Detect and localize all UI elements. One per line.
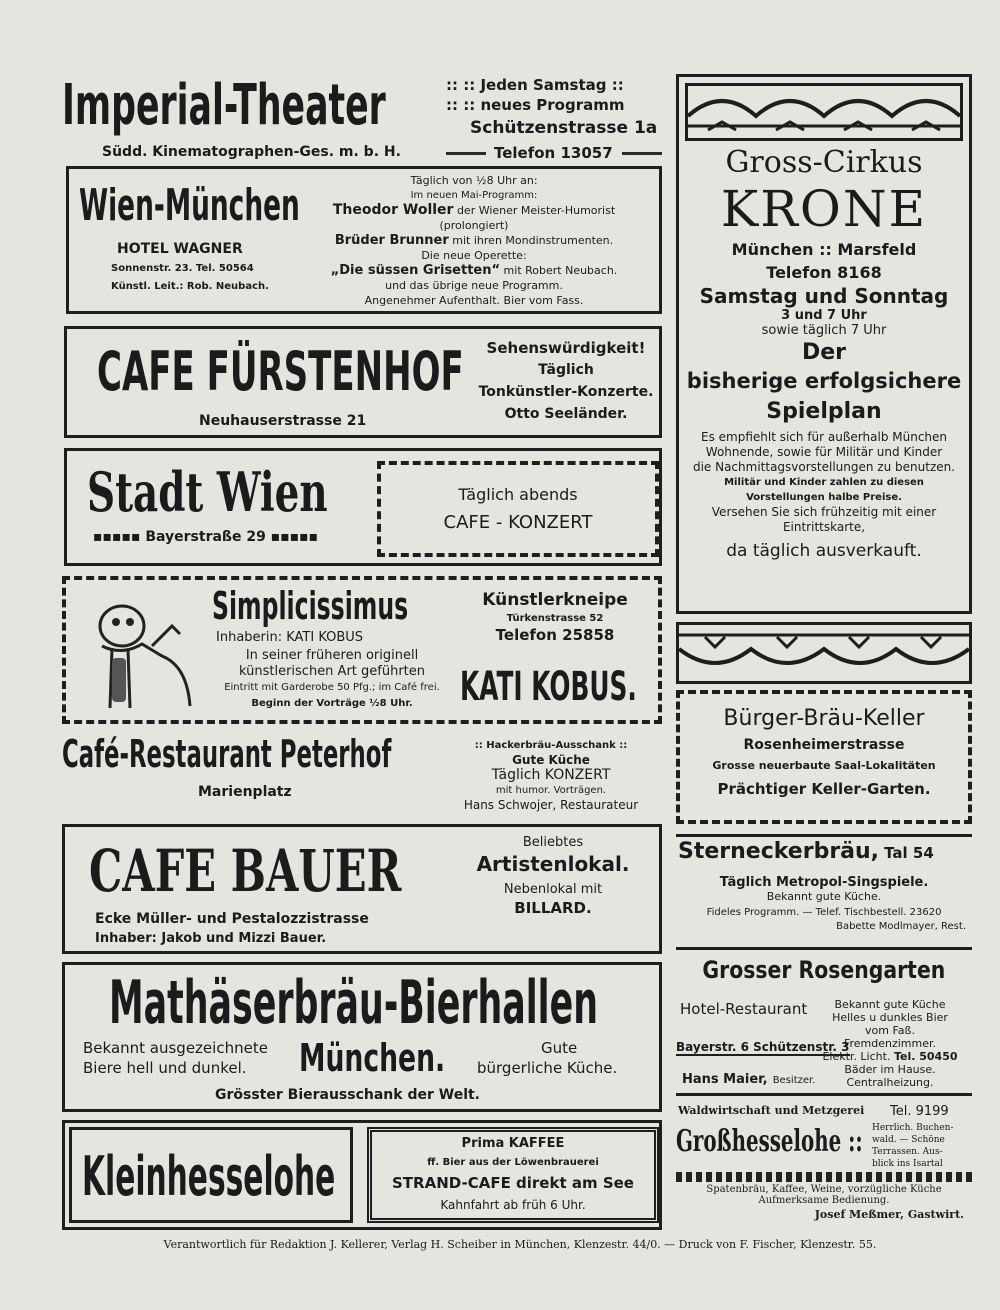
grosshesselohe-l2: Aufmerksame Bedienung.: [758, 1195, 890, 1206]
buerger-r2: Grosse neuerbaute Saal-Lokalitäten: [712, 759, 936, 772]
cafe-bauer-ad: [62, 824, 662, 954]
simpl-l4: Beginn der Vorträge ½8 Uhr.: [251, 698, 413, 709]
grosshesselohe-title: Großhesselohe ::: [676, 1124, 863, 1159]
bauer-r1: Beliebtes: [522, 835, 584, 850]
kleinhesselohe-l3: STRAND-CAFE direkt am See: [392, 1174, 634, 1192]
krone-p6: Versehen Sie sich frühzeitig mit einer: [711, 505, 937, 519]
bauer-r3: Nebenlokal mit: [503, 882, 603, 897]
stadt-wien-r2: CAFE - KONZERT: [443, 512, 593, 533]
cafe-bauer-address: Ecke Müller- und Pestalozzistrasse: [95, 911, 369, 927]
krone-p8: da täglich ausverkauft.: [726, 541, 922, 561]
sternecker-l4: Babette Modlmayer, Rest.: [836, 921, 966, 932]
simpl-owner: Inhaberin: KATI KOBUS: [216, 630, 364, 645]
fuerstenhof-address: Neuhauserstrasse 21: [199, 413, 367, 429]
footer-imprint: Verantwortlich für Redaktion J. Kellerer, Verlag H. Scheiber in München, Klenzestr. 44/0. — Druck von F. Fischer, Klenzestr. 55.: [163, 1238, 877, 1251]
krone-p1: Es empfiehlt sich für außerhalb München: [700, 430, 948, 444]
program-line: und das übrige neue Programm.: [385, 279, 563, 292]
simpl-l3: Eintritt mit Garderobe 50 Pfg.; im Café frei.: [224, 682, 440, 693]
cafe-bauer-title: CAFE BAUER: [89, 837, 402, 905]
krone-place: München :: Marsfeld: [731, 240, 917, 259]
kleinhesselohe-title: Kleinhesselohe: [82, 1145, 336, 1208]
krone-times: 3 und 7 Uhr: [781, 308, 867, 323]
sternecker-ad: [676, 834, 972, 950]
program-highlight: Theodor Woller: [332, 202, 454, 218]
peterhof-r2: Gute Küche: [512, 753, 590, 767]
ornament-top-icon: [685, 83, 963, 141]
rosengarten-addr: Bayerstr. 6 Schützenstr. 3: [676, 1040, 850, 1054]
grosshesselohe-top: Waldwirtschaft und Metzgerei: [678, 1104, 865, 1117]
imperial-company: Südd. Kinematographen-Ges. m. b. H.: [102, 144, 401, 160]
krone-p4: Militär und Kinder zahlen zu diesen: [724, 477, 924, 488]
grosshesselohe-r2: wald. — Schöne: [872, 1135, 945, 1145]
zirkus-krone-ad: [676, 74, 972, 614]
mathaeser-r2: bürgerliche Küche.: [477, 1059, 618, 1077]
simpl-r2: Türkenstrasse 52: [506, 613, 604, 624]
grosshesselohe-r4: blick ins Isartal: [872, 1159, 943, 1169]
kleinhesselohe-l2: ff. Bier aus der Löwenbrauerei: [427, 1157, 599, 1168]
imperial-title: Imperial-Theater: [62, 73, 386, 138]
sternecker-l1: Täglich Metropol-Singspiele.: [719, 875, 929, 890]
simpl-l1: In seiner früheren originell: [245, 648, 419, 663]
grosshesselohe-owner: Josef Meßmer, Gastwirt.: [814, 1208, 964, 1221]
rosengarten-r7: Centralheizung.: [846, 1076, 934, 1089]
fuerstenhof-title: CAFE FÜRSTENHOF: [97, 340, 464, 403]
program-line: Täglich von ½8 Uhr an:: [410, 174, 538, 187]
peterhof-ad: [62, 732, 662, 816]
mathaeser-bottom: Grösster Bierausschank der Welt.: [215, 1087, 481, 1103]
fuerstenhof-r3: Tonkünstler-Konzerte.: [478, 384, 654, 400]
mathaeser-l2: Biere hell und dunkel.: [83, 1059, 247, 1077]
grosshesselohe-ad: [676, 1102, 972, 1230]
kleinhesselohe-ad: [62, 1120, 662, 1230]
mathaeser-r1: Gute: [541, 1039, 578, 1057]
cafe-fuerstenhof-ad: [64, 326, 662, 438]
program-line: Die neue Operette:: [421, 249, 527, 262]
hotel-wagner: HOTEL WAGNER: [117, 241, 243, 257]
bauer-r4: BILLARD.: [514, 899, 592, 917]
grosshesselohe-r1: Herrlich. Buchen-: [872, 1123, 954, 1133]
program-highlight: Brüder Brunner: [334, 233, 449, 248]
krone-title1: Gross-Cirkus: [725, 145, 923, 180]
rosengarten-r2: Helles u dunkles Bier: [832, 1011, 948, 1024]
imperial-phone: Telefon 13057: [494, 144, 613, 162]
program-highlight: „Die süssen Grisetten“: [330, 263, 501, 278]
stadt-wien-konzert-box: [377, 461, 659, 557]
peterhof-address: Marienplatz: [198, 784, 292, 800]
fuerstenhof-r4: Otto Seeländer.: [504, 406, 628, 422]
mathaeser-l1: Bekannt ausgezeichnete: [83, 1039, 268, 1057]
grosshesselohe-r3: Terrassen. Aus-: [872, 1147, 943, 1157]
krone-spielplan: Spielplan: [766, 399, 882, 424]
krone-p2: Wohnende, sowie für Militär und Kinder: [705, 445, 943, 459]
rosengarten-r1: Bekannt gute Küche: [834, 998, 946, 1011]
buerger-braeu-ad: [676, 690, 972, 824]
mathaeser-title: Mathäserbräu-Bierhallen: [109, 968, 598, 1038]
sternecker-l2: Bekannt gute Küche.: [766, 890, 882, 903]
stadt-wien-r1: Täglich abends: [458, 485, 578, 504]
krone-p3: die Nachmittagsvorstellungen zu benutzen.: [692, 460, 956, 474]
peterhof-r3: Täglich KONZERT: [491, 767, 611, 783]
simpl-r4: KATI KOBUS.: [460, 664, 637, 710]
sternecker-title: Sterneckerbräu,: [678, 839, 880, 864]
simplicissimus-ad: [62, 576, 662, 724]
program-line: [289, 233, 659, 248]
stadt-wien-title: Stadt Wien: [87, 460, 328, 524]
simplicissimus-title: Simplicissimus: [212, 584, 409, 628]
krone-p5: Vorstellungen halbe Preise.: [746, 492, 902, 503]
peterhof-r4: mit humor. Vorträgen.: [495, 785, 607, 796]
wien-muenchen-title: Wien-München: [79, 180, 300, 231]
rosengarten-title: Grosser Rosengarten: [702, 956, 946, 984]
program-text: der Wiener Meister-Humorist: [456, 204, 616, 217]
mathaeser-ad: [62, 962, 662, 1112]
imperial-theater-ad: [62, 70, 662, 162]
wien-muenchen-ad: [66, 166, 662, 314]
peterhof-r1: :: Hackerbräu-Ausschank ::: [474, 740, 628, 751]
simpl-l2: künstlerischen Art geführten: [238, 664, 426, 679]
grosshesselohe-l1: Spatenbräu, Kaffee, Weine, vorzügliche Küche: [706, 1184, 942, 1195]
krone-p7: Eintrittskarte,: [782, 520, 866, 534]
program-line: Im neuen Mai-Programm:: [410, 190, 538, 201]
ornament-middle-icon: [676, 622, 972, 684]
rosengarten-ad: [676, 956, 972, 1096]
kleinhesselohe-l4: Kahnfahrt ab früh 6 Uhr.: [440, 1198, 586, 1212]
grosshesselohe-tel: Tel. 9199: [890, 1104, 949, 1119]
buerger-r3: Prächtiger Keller-Garten.: [717, 780, 931, 798]
rosengarten-owner-title: Besitzer.: [772, 1075, 816, 1086]
sternecker-address: Tal 54: [884, 844, 934, 862]
peterhof-r5: Hans Schwojer, Restaurateur: [463, 798, 639, 812]
program-text: mit ihren Mondinstrumenten.: [452, 234, 614, 247]
cafe-bauer-owner: Inhaber: Jakob und Mizzi Bauer.: [95, 931, 327, 946]
ornament-band-icon: [676, 1172, 972, 1182]
fuerstenhof-r2: Täglich: [538, 362, 594, 378]
stadt-wien-address-text: Bayerstraße 29: [145, 529, 266, 545]
wien-muenchen-director: Künstl. Leit.: Rob. Neubach.: [111, 281, 269, 292]
imperial-line1: :: :: Jeden Samstag ::: [446, 76, 624, 94]
program-line: [289, 203, 659, 218]
program-line: (prolongiert): [439, 219, 509, 232]
rosengarten-r3: vom Faß.: [865, 1024, 915, 1037]
program-text: mit Robert Neubach.: [503, 264, 618, 277]
program-line: Angenehmer Aufenthalt. Bier vom Fass.: [364, 294, 584, 307]
krone-bisherige: bisherige erfolgsichere: [686, 369, 962, 393]
krone-der: Der: [801, 340, 847, 365]
sternecker-l3: Fideles Programm. — Telef. Tischbestell. 23620: [706, 907, 942, 918]
peterhof-title: Café-Restaurant Peterhof: [62, 732, 392, 776]
program-line: [289, 263, 659, 278]
fuerstenhof-r1: Sehenswürdigkeit!: [486, 339, 646, 357]
simpl-r1: Künstlerkneipe: [482, 590, 628, 610]
dog-illustration-icon: [72, 586, 202, 716]
mathaeser-city: München.: [299, 1036, 446, 1080]
rosengarten-r6: Bäder im Hause.: [844, 1063, 936, 1076]
krone-days: Samstag und Sonntag: [699, 284, 949, 308]
krone-title2: KRONE: [720, 180, 928, 238]
imperial-line3: Schützenstrasse 1a: [470, 118, 658, 138]
simpl-r3: Telefon 25858: [495, 626, 615, 644]
wien-muenchen-program: [289, 173, 659, 308]
rosengarten-r4: Fremdenzimmer.: [843, 1037, 937, 1050]
bauer-r2: Artistenlokal.: [476, 852, 630, 876]
rosengarten-r5-text: Elektr. Licht.: [822, 1050, 891, 1063]
krone-daily: sowie täglich 7 Uhr: [761, 323, 887, 338]
kleinhesselohe-l1: Prima KAFFEE: [461, 1136, 565, 1151]
rosengarten-tel: Tel. 50450: [893, 1050, 958, 1063]
buerger-title: Bürger-Bräu-Keller: [723, 706, 925, 731]
wien-muenchen-address: Sonnenstr. 23. Tel. 50564: [111, 263, 254, 274]
rosengarten-owner: Hans Maier,: [682, 1072, 768, 1087]
imperial-line2: :: :: neues Programm: [446, 96, 625, 114]
krone-phone: Telefon 8168: [766, 263, 882, 282]
rosengarten-type: Hotel-Restaurant: [680, 1000, 808, 1018]
stadt-wien-address: ▪▪▪▪▪ Bayerstraße 29 ▪▪▪▪▪: [93, 529, 319, 545]
stadt-wien-ad: [64, 448, 662, 566]
buerger-r1: Rosenheimerstrasse: [743, 737, 905, 753]
